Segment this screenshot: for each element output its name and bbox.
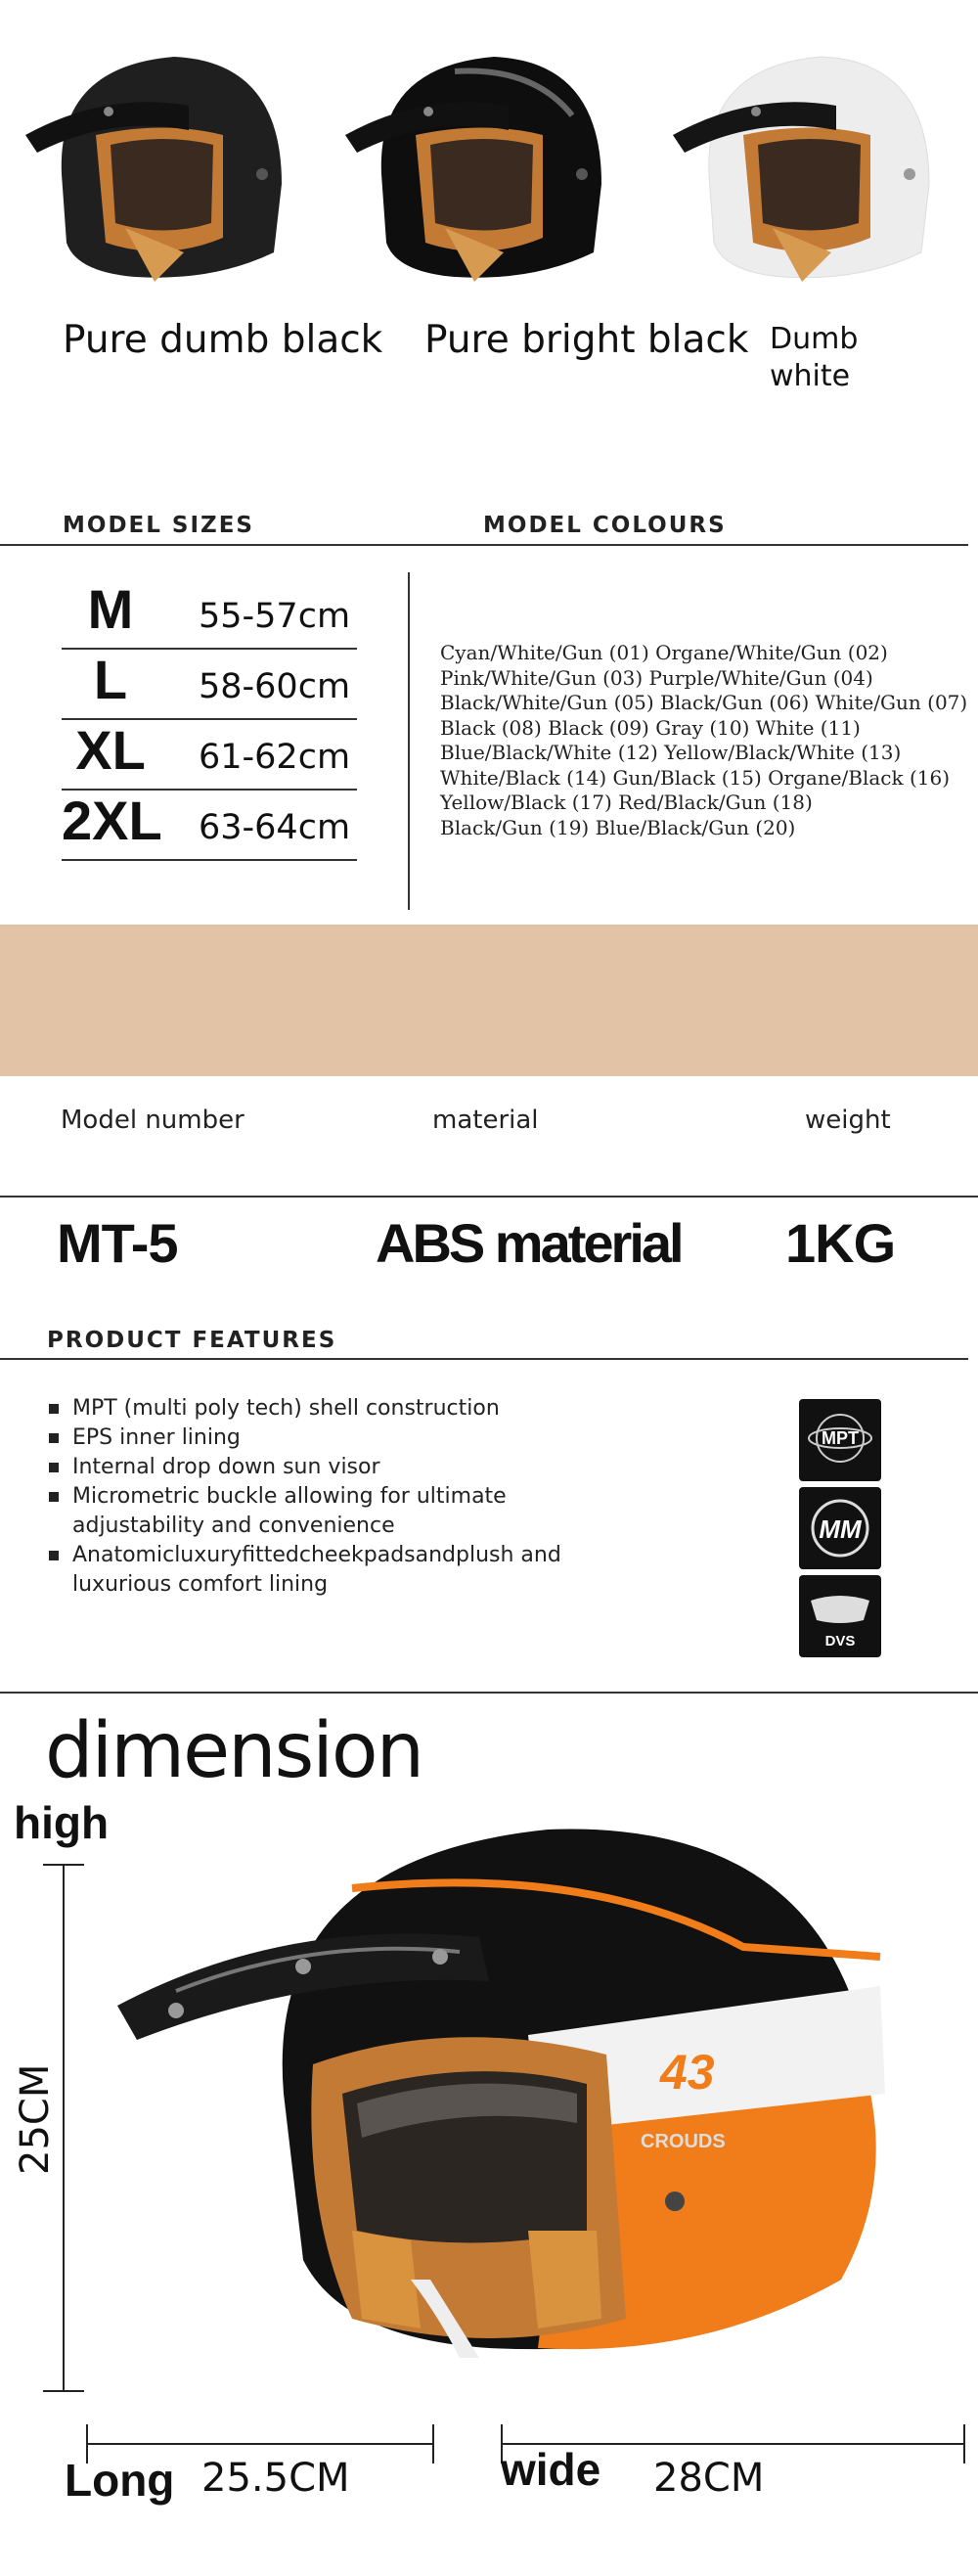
option-label-line: Dumb (770, 322, 859, 356)
feature-item: MPT (multi poly tech) shell construction (47, 1394, 595, 1424)
feature-list (47, 1394, 595, 1600)
colour-line: Blue/Black/White (12) Yellow/Black/White (13) (440, 741, 902, 764)
colour-line: Black/White/Gun (05) Black/Gun (06) White/Gun (07) (440, 691, 968, 714)
size-range: 55-57cm (199, 597, 351, 636)
option-label-line: white (770, 359, 851, 393)
dvs-visor-icon (799, 1575, 881, 1657)
dimension-tick (963, 2424, 965, 2463)
feature-item: Anatomicluxuryfittedcheekpadsandplush and luxurious comfort lining (47, 1541, 595, 1600)
model-colours-title: MODEL COLOURS (483, 513, 727, 538)
feature-item: Micrometric buckle allowing for ultimate adjustability and convenience (47, 1482, 595, 1541)
high-label: high (14, 1797, 110, 1848)
badge-text: MM (819, 1514, 862, 1544)
option-label-pure-dumb-black: Pure dumb black (63, 318, 383, 362)
wide-value: 28CM (653, 2456, 765, 2501)
decorative-band (0, 925, 978, 1076)
feature-item: EPS inner lining (47, 1424, 595, 1453)
material-label: material (432, 1106, 539, 1135)
badge-text: DVS (824, 1633, 856, 1650)
dimension-title: dimension (45, 1707, 423, 1795)
colour-line: Black/Gun (19) Blue/Black/Gun (20) (440, 815, 796, 839)
helmet-decal-text: 43 (660, 2045, 715, 2100)
size-range: 61-62cm (199, 738, 351, 777)
colour-line: Cyan/White/Gun (01) Organe/White/Gun (02) (440, 641, 888, 664)
size-range: 58-60cm (199, 667, 351, 706)
size-letter: L (93, 649, 128, 710)
helmet-image-dimension (117, 1771, 958, 2377)
size-row (62, 648, 357, 720)
dimension-tick (432, 2424, 434, 2463)
size-range: 63-64cm (199, 808, 351, 847)
model-sizes-title: MODEL SIZES (63, 513, 254, 538)
size-letter: XL (75, 719, 146, 781)
option-label-dumb-white (770, 321, 858, 395)
weight-value: 1KG (785, 1212, 896, 1274)
dimension-tick (43, 1864, 84, 1866)
length-dimension-line (86, 2443, 433, 2445)
helmet-image-pure-dumb-black (18, 27, 301, 301)
section-divider (0, 544, 968, 546)
size-letter: 2XL (62, 790, 162, 851)
size-row (62, 577, 357, 650)
model-number-value: MT-5 (57, 1212, 178, 1274)
weight-label: weight (805, 1106, 891, 1135)
high-value: 25CM (13, 2063, 58, 2175)
colour-line: Pink/White/Gun (03) Purple/White/Gun (04) (440, 665, 873, 690)
size-row (62, 789, 357, 861)
mpt-icon (799, 1399, 881, 1481)
size-letter: M (87, 578, 134, 640)
colour-line: Yellow/Black (17) Red/Black/Gun (18) (440, 791, 813, 814)
colour-list (440, 641, 968, 840)
long-label: Long (65, 2455, 175, 2506)
product-features-title: PRODUCT FEATURES (47, 1328, 337, 1353)
dimension-tick (43, 2390, 84, 2392)
helmet-image-pure-bright-black (337, 27, 621, 301)
material-value: ABS material (376, 1212, 682, 1274)
option-label-pure-bright-black: Pure bright black (424, 318, 749, 362)
vertical-divider (408, 572, 410, 910)
long-value: 25.5CM (201, 2456, 350, 2501)
mm-logo-icon (799, 1487, 881, 1569)
section-divider (0, 1692, 978, 1694)
height-dimension-line (63, 1864, 65, 2392)
helmet-brand-text: CROUDS (641, 2131, 726, 2152)
model-number-label: Model number (61, 1106, 244, 1135)
badge-text: MPT (822, 1428, 859, 1448)
section-divider (0, 1358, 968, 1360)
wide-label: wide (501, 2444, 601, 2495)
spec-divider (0, 1196, 978, 1198)
colour-line: White/Black (14) Gun/Black (15) Organe/Black (16) (440, 765, 951, 790)
helmet-image-dumb-white (665, 27, 949, 301)
size-row (62, 718, 357, 791)
colour-line: Black (08) Black (09) Gray (10) White (11) (440, 715, 861, 740)
feature-item: Internal drop down sun visor (47, 1453, 595, 1482)
